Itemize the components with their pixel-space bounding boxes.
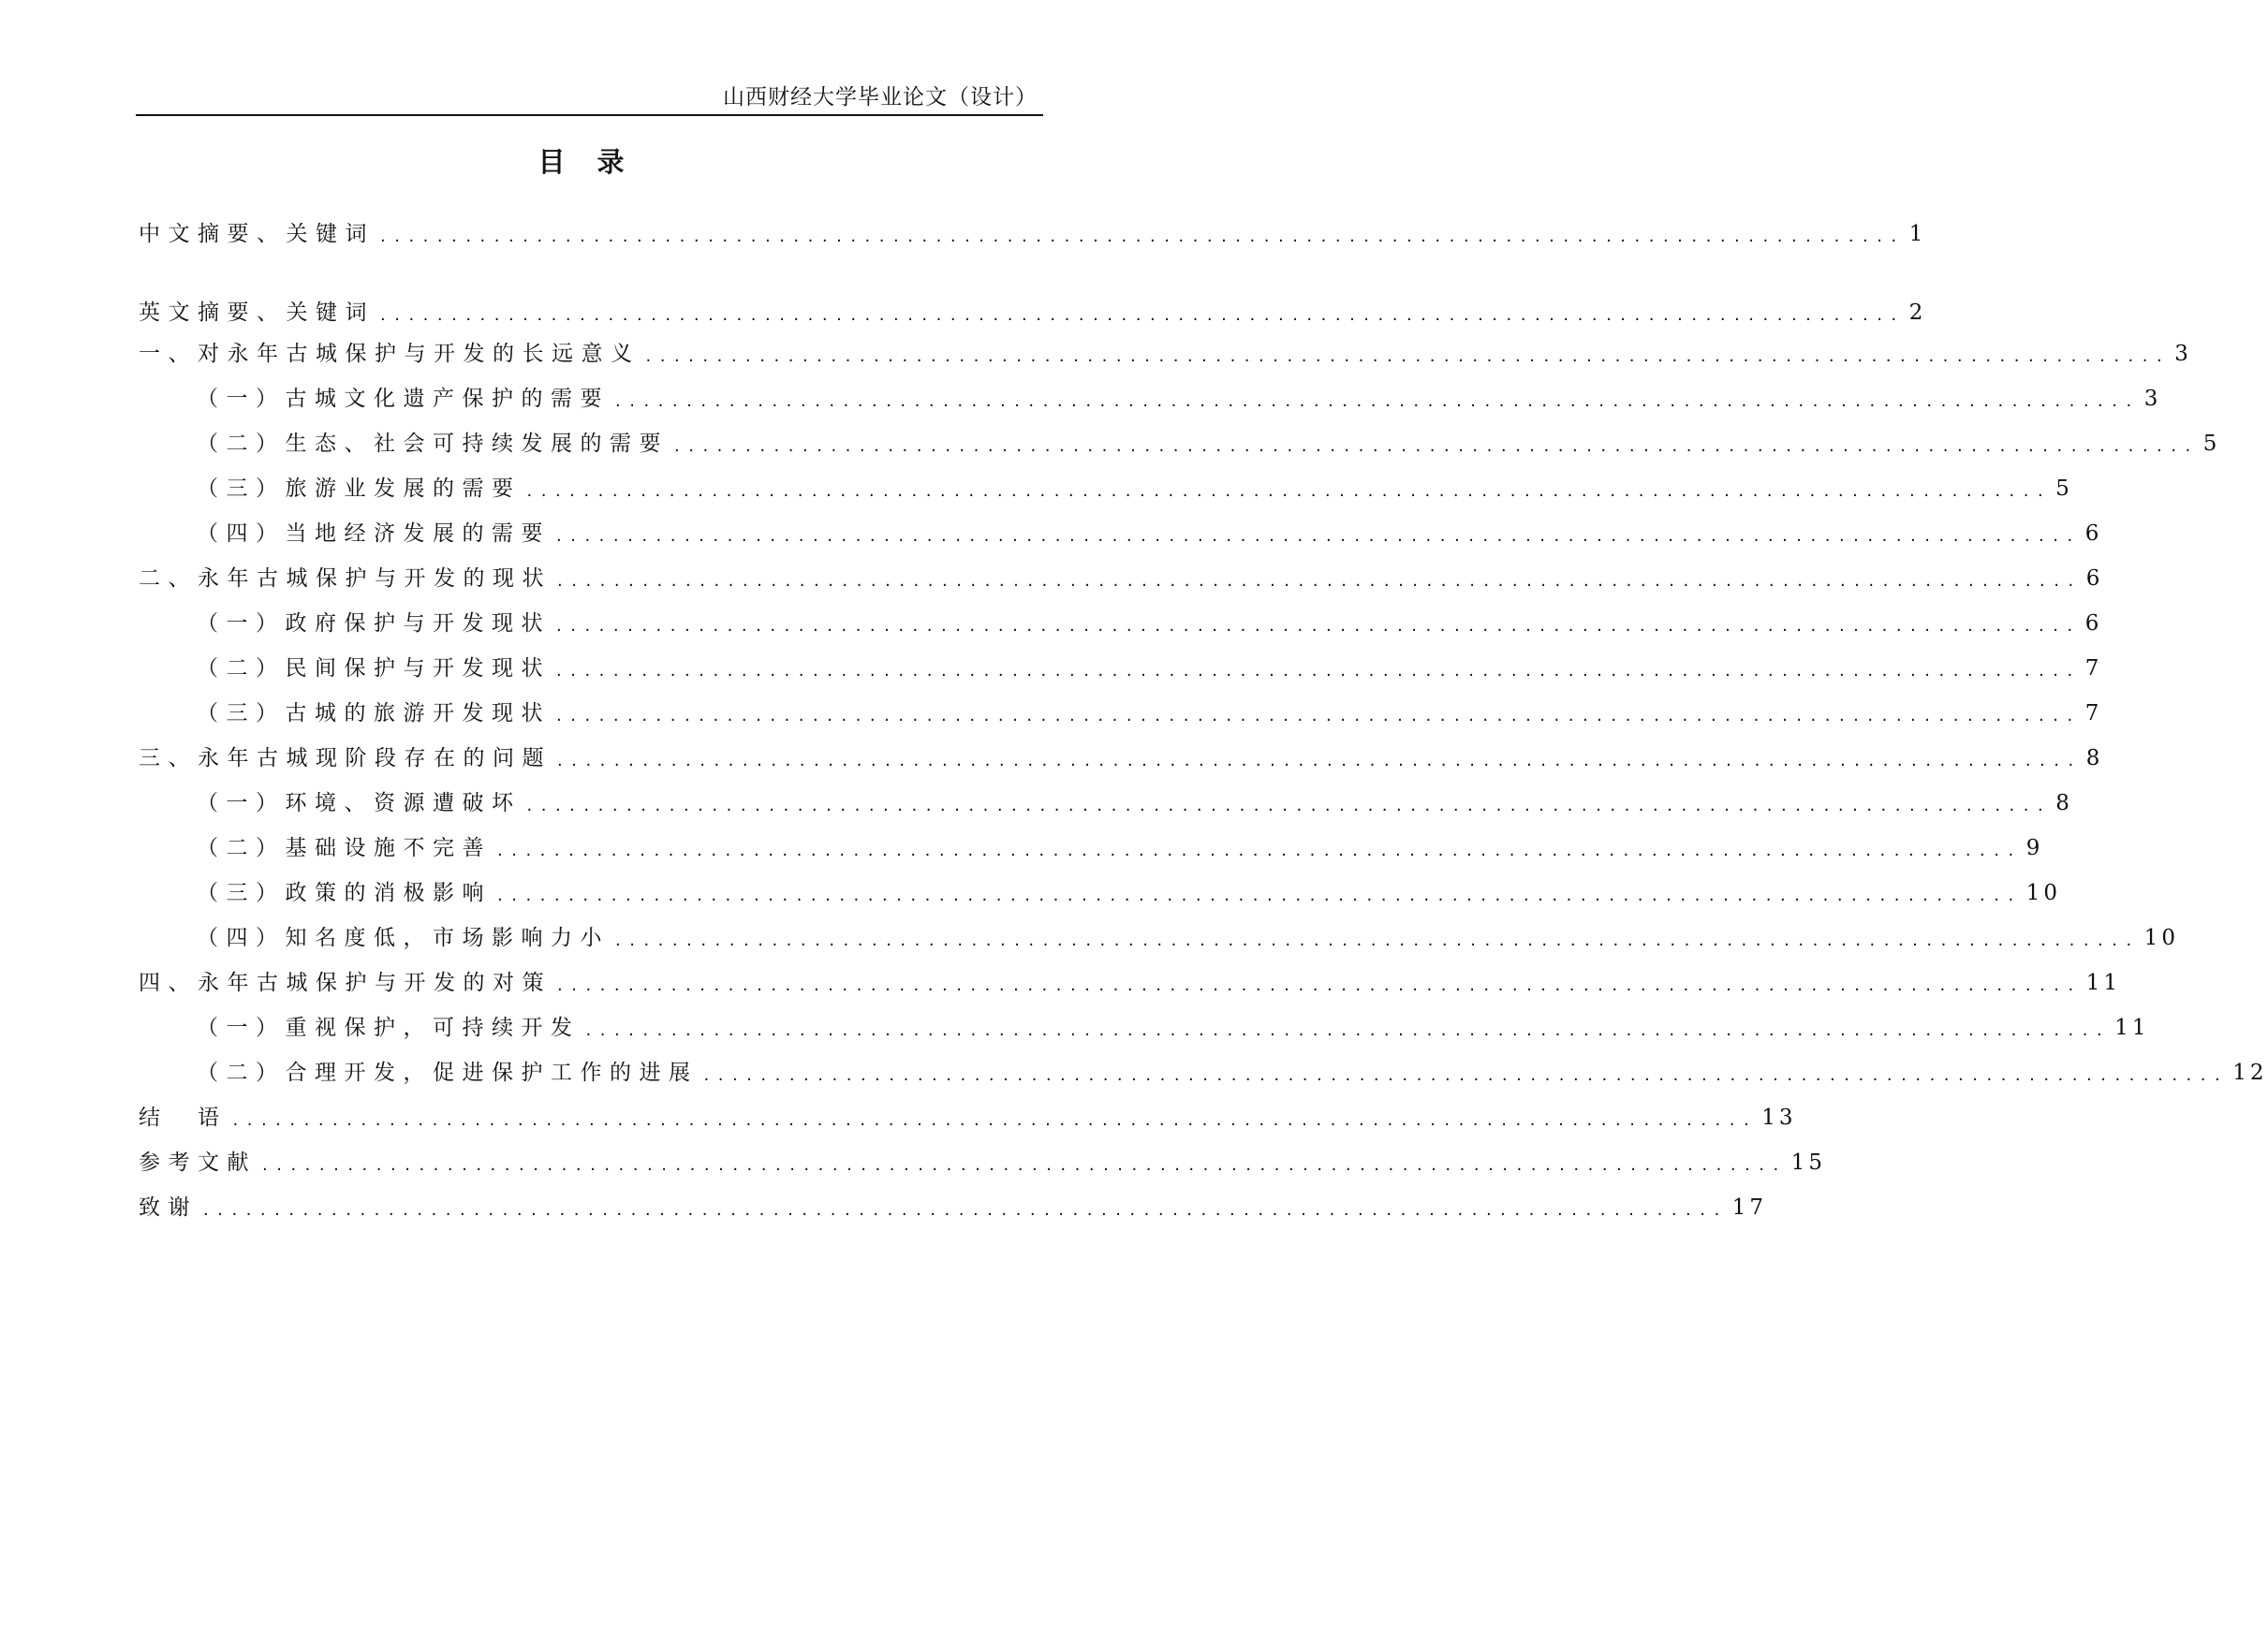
toc-entry (139, 1103, 1797, 1133)
toc-entry-label: （一）重视保护，可持续开发 (197, 1016, 581, 1040)
toc-entry-label: （四）知名度低，市场影响力小 (197, 926, 610, 950)
toc-entry-page: 15 (1790, 1151, 1827, 1175)
toc-entry-page: 8 (2085, 746, 2104, 770)
toc-leader-dots: ........................................................................................................... (232, 1110, 1759, 1130)
toc-entry-page: 12 (2232, 1061, 2268, 1085)
toc-leader-dots: ........................................................................................................... (526, 481, 2053, 501)
toc-leader-dots: ........................................................................................................... (497, 841, 2023, 860)
toc-leader-dots: ........................................................................................................... (556, 706, 2082, 726)
toc-entry-label: 中文摘要、关键词 (139, 222, 375, 246)
toc-entry (139, 564, 2104, 594)
toc-entry-page: 2 (1908, 301, 1927, 325)
toc-entry-label: （二）民间保护与开发现状 (197, 656, 551, 681)
toc-entry-label: （三）旅游业发展的需要 (197, 476, 522, 501)
toc-leader-dots: ........................................................................................................... (557, 751, 2083, 770)
header-text: 山西财经大学毕业论文（设计） (723, 85, 1038, 110)
toc-entry-page: 6 (2084, 521, 2103, 546)
toc-entry (197, 384, 2162, 414)
toc-entry-label: 致谢 (139, 1195, 198, 1220)
toc-leader-dots: ........................................................................................................... (674, 436, 2200, 456)
toc-entry-page: 3 (2143, 387, 2162, 411)
toc-leader-dots: ........................................................................................................... (703, 1065, 2230, 1085)
toc-leader-dots: ........................................................................................................... (645, 346, 2172, 366)
toc-leader-dots: ........................................................................................................... (380, 305, 1906, 325)
toc-entry-page: 3 (2174, 342, 2192, 366)
toc-leader-dots: ........................................................................................................... (526, 796, 2053, 815)
toc-leader-dots: ........................................................................................................... (203, 1200, 1729, 1220)
toc-leader-dots: ........................................................................................................... (556, 661, 2082, 681)
toc-entry (139, 743, 2104, 773)
toc-entry (197, 429, 2221, 459)
page-title: 目录 (538, 146, 656, 178)
toc-leader-dots: ........................................................................................................... (615, 391, 2141, 411)
toc-leader-dots: ........................................................................................................... (585, 1020, 2112, 1040)
toc-leader-dots: ........................................................................................................... (497, 886, 2023, 905)
toc-leader-dots: ........................................................................................................... (615, 931, 2141, 950)
toc-leader-dots: ........................................................................................................... (557, 975, 2083, 995)
toc-entry (139, 219, 1927, 249)
toc-entry (197, 833, 2044, 863)
toc-entry-page: 1 (1908, 222, 1927, 246)
toc-entry-label: 结 语 (139, 1106, 228, 1130)
toc-entry-label: 四、永年古城保护与开发的对策 (139, 971, 552, 995)
toc-entry (197, 923, 2180, 953)
toc-entry-page: 13 (1761, 1106, 1797, 1130)
toc-entry-page: 7 (2084, 656, 2103, 681)
toc-entry-label: 一、对永年古城保护与开发的长远意义 (139, 342, 641, 366)
toc-entry-page: 8 (2055, 791, 2073, 815)
toc-entry-label: （二）基础设施不完善 (197, 836, 492, 860)
toc-entry (197, 608, 2103, 638)
toc-leader-dots: ........................................................................................................... (262, 1155, 1788, 1175)
toc-entry-label: 三、永年古城现阶段存在的问题 (139, 746, 552, 770)
toc-entry-page: 5 (2202, 432, 2221, 456)
toc-entry (197, 1013, 2150, 1043)
toc-entry-page: 10 (2025, 881, 2062, 905)
table-of-contents (139, 0, 2268, 1642)
toc-entry (139, 1148, 1827, 1178)
toc-leader-dots: ........................................................................................................... (557, 571, 2083, 591)
toc-entry (197, 698, 2103, 728)
toc-entry-page: 7 (2084, 701, 2103, 726)
toc-entry (197, 653, 2103, 683)
toc-entry-page: 17 (1731, 1195, 1768, 1220)
toc-leader-dots: ........................................................................................................... (556, 616, 2082, 636)
toc-entry-page: 5 (2055, 476, 2073, 501)
toc-leader-dots: ........................................................................................................... (556, 526, 2082, 546)
toc-entry-label: （一）环境、资源遭破坏 (197, 791, 522, 815)
toc-entry (139, 298, 1927, 328)
toc-entry-label: （三）古城的旅游开发现状 (197, 701, 551, 726)
toc-entry-page: 11 (2114, 1016, 2150, 1040)
toc-entry-label: 二、永年古城保护与开发的现状 (139, 566, 552, 591)
toc-entry (197, 1058, 2268, 1088)
toc-entry (139, 1193, 1768, 1223)
toc-entry-page: 6 (2085, 566, 2104, 591)
toc-entry (139, 339, 2192, 369)
toc-entry (197, 788, 2073, 818)
toc-entry-label: （三）政策的消极影响 (197, 881, 492, 905)
toc-entry-page: 11 (2085, 971, 2122, 995)
toc-entry (139, 968, 2122, 998)
toc-leader-dots: ........................................................................................................... (380, 227, 1906, 246)
toc-entry-label: 参考文献 (139, 1151, 257, 1175)
toc-entry (197, 474, 2073, 504)
toc-entry-label: 英文摘要、关键词 (139, 301, 375, 325)
toc-entry-page: 10 (2143, 926, 2180, 950)
toc-entry (197, 519, 2103, 549)
toc-entry-page: 6 (2084, 611, 2103, 636)
toc-entry (197, 878, 2062, 908)
toc-entry-label: （一）古城文化遗产保护的需要 (197, 387, 610, 411)
toc-entry-label: （二）合理开发，促进保护工作的进展 (197, 1061, 699, 1085)
toc-entry-label: （一）政府保护与开发现状 (197, 611, 551, 636)
toc-entry-label: （二）生态、社会可持续发展的需要 (197, 432, 669, 456)
toc-entry-label: （四）当地经济发展的需要 (197, 521, 551, 546)
toc-entry-page: 9 (2025, 836, 2044, 860)
